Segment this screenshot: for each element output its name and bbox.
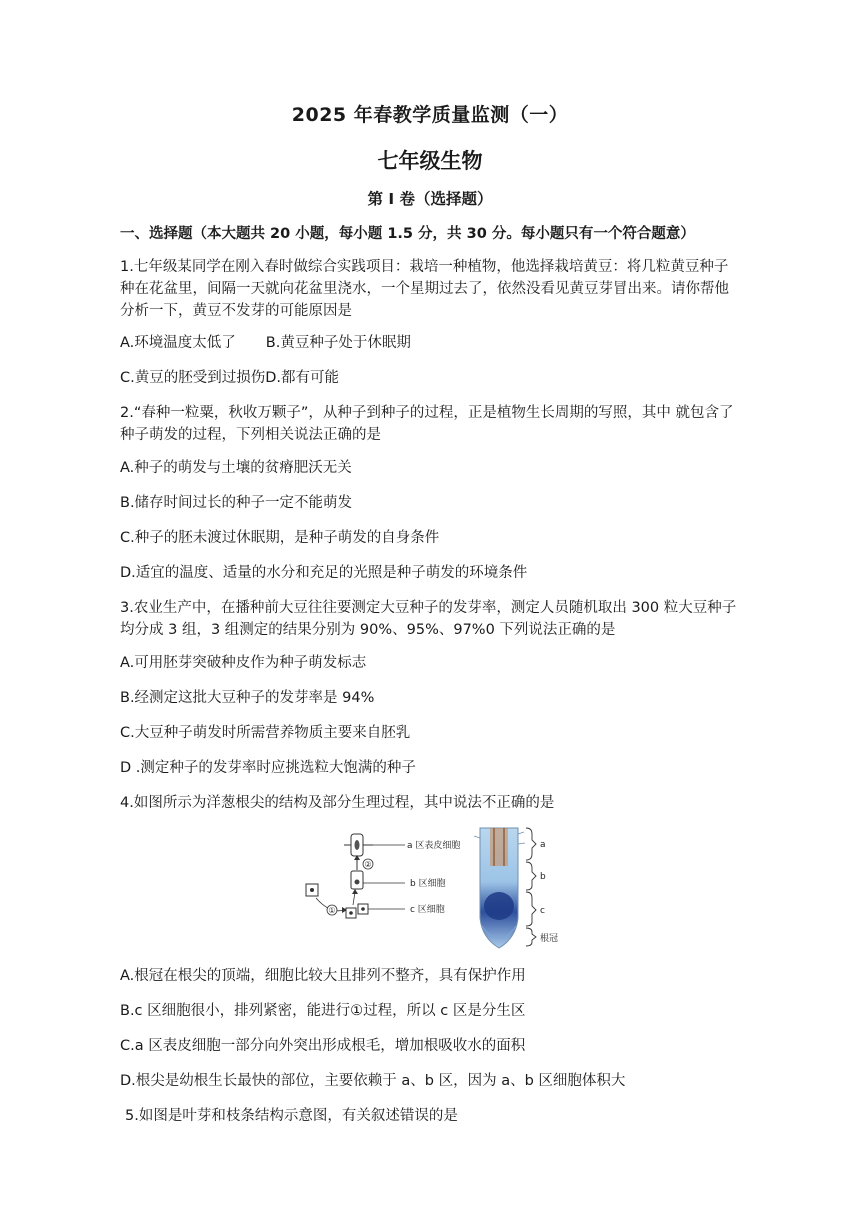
c-cell-left-nucleus <box>349 911 353 915</box>
question-5-stem: 5.如图是叶芽和枝条结构示意图，有关叙述错误的是 <box>125 1108 458 1124</box>
question-3-stem: 3.农业生产中，在播种前大豆往往要测定大豆种子的发芽率，测定人员随机取出 300 粒大豆种子均分成 3 组，3 组测定的结果分别为 90%、95%、97%0 下列说法正确的是 <box>120 600 737 638</box>
question-2-option-a: A.种子的萌发与土壤的贫瘠肥沃无关 <box>120 460 352 476</box>
question-1-option-c: C.黄豆的胚受到过损伤 <box>120 370 266 386</box>
question-1-options-cd <box>120 367 339 389</box>
dividing-cell-nucleus <box>310 888 314 892</box>
root-hair-2 <box>518 843 525 844</box>
question-1-options-ab <box>120 332 411 354</box>
question-1-option-b: B.黄豆种子处于休眠期 <box>265 335 411 351</box>
question-3-option-a: A.可用胚芽突破种皮作为种子萌发标志 <box>120 655 367 671</box>
question-1-option-d: D.都有可能 <box>265 370 340 386</box>
root-tip-diagram <box>300 826 570 952</box>
question-4-option-c: C.a 区表皮细胞一部分向外突出形成根毛，增加根吸收水的面积 <box>120 1038 526 1054</box>
question-1-stem: 1.七年级某同学在刚入春时做综合实践项目：栽培一种植物，他选择栽培黄豆：将几粒黄豆种子种在花盆里，间隔一天就向花盆里浇水，一个星期过去了，依然没看见黄豆芽冒出来。请你帮他分析一下，黄豆不发芽的可能原因是 <box>120 259 729 319</box>
label-b-cell: b 区细胞 <box>410 879 446 889</box>
question-3-option-c: C.大豆种子萌发时所需营养物质主要来自胚乳 <box>120 725 411 741</box>
label-a-cell: a 区表皮细胞 <box>407 841 461 851</box>
brace-c <box>526 892 536 926</box>
label-c-cell: c 区细胞 <box>410 905 445 915</box>
question-4-option-a: A.根冠在根尖的顶端，细胞比较大且排列不整齐，具有保护作用 <box>120 968 526 984</box>
root-tip-image <box>474 828 525 948</box>
zone-cap-label: 根冠 <box>540 934 559 944</box>
vascular-tissue <box>490 828 508 866</box>
question-4-option-b: B.c 区细胞很小，排列紧密，能进行①过程，所以 c 区是分生区 <box>120 1003 526 1019</box>
question-2-option-b: B.储存时间过长的种子一定不能萌发 <box>120 495 353 511</box>
brace-cap <box>526 928 536 946</box>
marker-1: ① <box>328 906 336 915</box>
question-2-option-c: C.种子的胚未渡过休眠期，是种子萌发的自身条件 <box>120 530 440 546</box>
zone-b-label: b <box>540 872 546 882</box>
question-2-option-d: D.适宜的温度、适量的水分和充足的光照是种子萌发的环境条件 <box>120 565 528 581</box>
b-cell-nucleus <box>355 880 360 885</box>
zone-braces <box>526 828 558 946</box>
epidermal-nucleus <box>355 840 360 850</box>
zone-a-label: a <box>540 840 546 850</box>
question-4-stem: 4.如图所示为洋葱根尖的结构及部分生理过程，其中说法不正确的是 <box>120 795 555 811</box>
question-4-option-d: D.根尖是幼根生长最快的部位，主要依赖于 a、b 区，因为 a、b 区细胞体积大 <box>120 1073 626 1089</box>
section-heading: 一、选择题（本大题共 20 小题，每小题 1.5 分，共 30 分。每小题只有一个符合题意） <box>120 226 695 242</box>
exam-subject: 七年级生物 <box>377 149 483 173</box>
brace-a <box>526 828 536 860</box>
root-hair-1 <box>518 832 524 834</box>
arrow-up-head <box>352 889 358 894</box>
question-1-option-a: A.环境温度太低了 <box>120 335 236 351</box>
meristem-zone <box>484 892 514 920</box>
question-3-option-b: B.经测定这批大豆种子的发芽率是 94% <box>120 690 375 706</box>
marker-2: ② <box>364 860 372 869</box>
volume-heading: 第 I 卷（选择题） <box>367 190 493 208</box>
zone-c-label: c <box>540 906 545 916</box>
root-hair-3 <box>474 836 480 838</box>
question-2-stem: 2.“春种一粒粟，秋收万颗子”，从种子到种子的过程，正是植物生长周期的写照，其中 就包含了种子萌发的过程，下列相关说法正确的是 <box>120 405 734 443</box>
question-3-option-d: D .测定种子的发芽率时应挑选粒大饱满的种子 <box>120 760 416 776</box>
exam-title: 2025 年春教学质量监测（一） <box>291 104 569 126</box>
brace-b <box>526 862 536 890</box>
c-cell-right-nucleus <box>361 907 365 911</box>
cell-diagram <box>306 834 460 918</box>
